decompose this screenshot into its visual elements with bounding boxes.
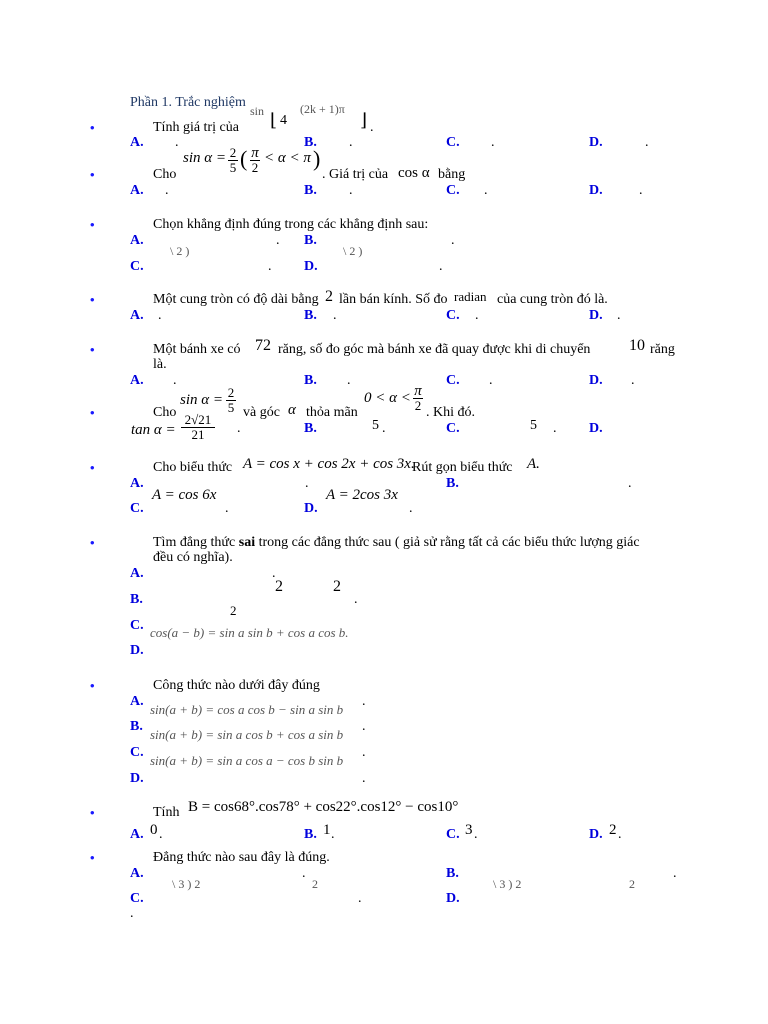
q10-option-a-dot: . (159, 827, 163, 842)
q7-option-c-expr: A = cos 6x (152, 487, 217, 503)
q8-option-b-label[interactable]: B. (130, 592, 143, 607)
q2-cos-expr: cos α (398, 165, 430, 181)
question-8-bold: sai (238, 535, 256, 550)
q1-option-a-label[interactable]: A. (130, 135, 144, 150)
question-5-text-d: là. (153, 357, 167, 372)
q3-option-a-label[interactable]: A. (130, 233, 144, 248)
q7-variable: A. (527, 456, 540, 472)
question-5-text-b: răng, số đo góc mà bánh xe đã quay được khi di chuyển (278, 342, 591, 357)
question-1-text: Tính giá trị của (153, 120, 239, 135)
q5-option-d-dot: . (631, 373, 635, 388)
q7-option-a-label[interactable]: A. (130, 476, 144, 491)
q2-fraction (227, 146, 239, 175)
question-3-text: Chọn khẳng định đúng trong các khẳng định sau: (153, 217, 429, 232)
q2-option-a-label[interactable]: A. (130, 183, 144, 198)
question-6-mid: và góc (243, 405, 280, 420)
q4-unit: radian (454, 289, 487, 304)
q6-sin-expr: sin α = (180, 392, 224, 408)
q6-option-c-label[interactable]: C. (446, 421, 460, 436)
q9-option-c-expr: sin(a + b) = sin a cos a − cos b sin b (150, 753, 344, 768)
q4-option-a-dot: . (158, 308, 162, 323)
question-4-text-a: Một cung tròn có độ dài bằng (153, 292, 319, 307)
q10-option-c-dot: . (474, 827, 478, 842)
question-2-end: bằng (438, 167, 466, 182)
question-6-end: . Khi đó. (426, 405, 475, 420)
q6-option-c-value: 5 (530, 418, 537, 433)
q6-tan-expr: tan α = (131, 422, 176, 438)
q11-option-a-fragment: \ 3 ) 2 (172, 877, 201, 891)
q9-option-a-expr: sin(a + b) = cos a cos b − sin a sin b (150, 702, 344, 717)
question-8-text-a: Tìm đẳng thức (153, 535, 236, 550)
q9-option-c-dot: . (362, 745, 366, 760)
q2-option-d-label[interactable]: D. (589, 183, 603, 198)
q3-option-c-dot: . (268, 259, 272, 274)
q3-option-b-label[interactable]: B. (304, 233, 317, 248)
question-4-text-c: của cung tròn đó là. (497, 292, 608, 307)
question-9-text: Công thức nào dưới đây đúng (153, 678, 320, 693)
q7-option-d-dot: . (409, 501, 413, 516)
q8-option-b-dot: . (354, 592, 358, 607)
q1-bracket-left: ⌊ (270, 110, 278, 130)
question-2-cho: Cho (153, 167, 177, 182)
q6-alpha: α (288, 402, 296, 418)
q2-paren-left: ( (240, 146, 248, 171)
q1-frac-den: 4 (280, 113, 287, 128)
q8-fragment-3: 2 (230, 603, 237, 618)
q2-option-b-label[interactable]: B. (304, 183, 317, 198)
bullet: • (90, 535, 95, 550)
q3-option-b-dot: . (451, 233, 455, 248)
q1-option-b-dot: . (349, 135, 353, 150)
question-8-text-c: đều có nghĩa). (153, 550, 233, 565)
q6-option-b-value: 5 (372, 418, 379, 433)
q6-cond: 0 < α < (364, 390, 411, 406)
q11-option-d-label[interactable]: D. (446, 891, 460, 906)
q4-option-b-label[interactable]: B. (304, 308, 317, 323)
q10-option-b-label[interactable]: B. (304, 827, 317, 842)
q11-trailing-dot: . (130, 906, 134, 921)
q4-option-c-dot: . (475, 308, 479, 323)
q10-option-b-value: 1 (323, 822, 331, 838)
bullet: • (90, 850, 95, 865)
q3-option-d-label[interactable]: D. (304, 259, 318, 274)
bullet: • (90, 217, 95, 232)
q10-option-c-value: 3 (465, 822, 473, 838)
bullet: • (90, 120, 95, 135)
bullet: • (90, 460, 95, 475)
q6-tan-num: 2√21 (184, 412, 212, 427)
q5-option-b-dot: . (347, 373, 351, 388)
q1-option-c-label[interactable]: C. (446, 135, 460, 150)
q5-option-c-label[interactable]: C. (446, 373, 460, 388)
q5-option-a-dot: . (173, 373, 177, 388)
question-6-cho: Cho (153, 405, 177, 420)
question-4-text-b: lần bán kính. Số đo (339, 292, 448, 307)
q9-option-b-dot: . (362, 719, 366, 734)
q2-frac-den: 5 (229, 160, 237, 175)
q2-paren-right: ) (313, 146, 321, 171)
q11-option-c-dot: . (358, 891, 362, 906)
q3-option-b-fragment: \ 2 ) (343, 244, 363, 258)
q1-option-d-dot: . (645, 135, 649, 150)
q2-option-c-label[interactable]: C. (446, 183, 460, 198)
q1-expr-top: sin (250, 104, 265, 118)
q9-option-d-label[interactable]: D. (130, 771, 144, 786)
q4-number: 2 (325, 288, 333, 305)
section-title: Phần 1. Trắc nghiệm (130, 95, 246, 110)
q11-option-b-fragment: \ 3 ) 2 (493, 877, 522, 891)
question-8-text (153, 535, 640, 551)
question-10-text: Tính (153, 805, 180, 820)
q5-option-c-dot: . (489, 373, 493, 388)
q8-option-c-label[interactable]: C. (130, 618, 144, 633)
bullet: • (90, 678, 95, 693)
q7-option-a-dot: . (305, 476, 309, 491)
bullet: • (90, 167, 95, 182)
q3-option-c-label[interactable]: C. (130, 259, 144, 274)
q4-option-c-label[interactable]: C. (446, 308, 460, 323)
q6-option-d-label[interactable]: D. (589, 421, 603, 436)
q6-frac-num: 2 (227, 385, 235, 400)
q7-option-c-dot: . (225, 501, 229, 516)
q10-option-d-label[interactable]: D. (589, 827, 603, 842)
q4-option-d-dot: . (617, 308, 621, 323)
q8-option-d-label[interactable]: D. (130, 643, 144, 658)
q6-fraction (225, 386, 237, 415)
q4-option-a-label[interactable]: A. (130, 308, 144, 323)
q1-option-c-dot: . (491, 135, 495, 150)
q8-option-c-expr: cos(a − b) = sin a sin b + cos a cos b. (150, 625, 349, 640)
q6-tan-fraction (180, 413, 216, 442)
q8-fragment-1: 2 (275, 578, 283, 595)
q10-option-a-label[interactable]: A. (130, 827, 144, 842)
question-5-text-a: Một bánh xe có (153, 342, 241, 357)
q10-option-b-dot: . (331, 827, 335, 842)
q7-expression: A = cos x + cos 2x + cos 3x. (243, 456, 415, 472)
q2-cond-fraction (249, 146, 261, 175)
q5-option-b-label[interactable]: B. (304, 373, 317, 388)
q5-option-d-label[interactable]: D. (589, 373, 603, 388)
q2-option-d-dot: . (639, 183, 643, 198)
q6-cond-den: 2 (414, 398, 422, 413)
bullet: • (90, 342, 95, 357)
q11-option-c-label[interactable]: C. (130, 891, 144, 906)
q7-option-b-dot: . (628, 476, 632, 491)
q2-cond-tail: < α < π (264, 150, 311, 166)
q4-option-b-dot: . (333, 308, 337, 323)
q10-expression: B = cos68°.cos78° + cos22°.cos12° − cos10° (188, 799, 459, 815)
q2-option-a-dot: . (165, 183, 169, 198)
q1-option-b-label[interactable]: B. (304, 135, 317, 150)
q5-option-a-label[interactable]: A. (130, 373, 144, 388)
q6-option-a-dot: . (237, 421, 241, 436)
q2-option-c-dot: . (484, 183, 488, 198)
q11-option-b-fragment-2: 2 (629, 877, 635, 891)
q6-cond-num: π (414, 383, 422, 399)
q9-option-b-expr: sin(a + b) = sin a cos b + cos a sin b (150, 727, 344, 742)
q9-option-a-label[interactable]: A. (130, 694, 144, 709)
q7-option-b-label[interactable]: B. (446, 476, 459, 491)
question-6-mid2: thỏa mãn (306, 405, 358, 420)
question-8-text-b: trong các đẳng thức sau ( giả sử rằng tất cả các biểu thức lượng giác (258, 535, 640, 550)
q1-end: . (370, 120, 374, 135)
q11-option-a-dot: . (302, 866, 306, 881)
q11-option-b-dot: . (673, 866, 677, 881)
question-5-text-c: răng (650, 342, 675, 357)
q8-fragment-2: 2 (333, 578, 341, 595)
q2-cond-den: 2 (251, 160, 259, 175)
q4-option-d-label[interactable]: D. (589, 308, 603, 323)
q9-option-d-dot: . (362, 771, 366, 786)
q1-bracket-right: ⌋ (360, 110, 368, 130)
q6-cond-fraction (412, 384, 424, 413)
q10-option-d-value: 2 (609, 822, 617, 838)
q10-option-c-label[interactable]: C. (446, 827, 460, 842)
q2-option-b-dot: . (349, 183, 353, 198)
q8-option-a-dot: . (272, 566, 276, 581)
q6-option-b-dot: . (382, 421, 386, 436)
question-7-text-b: Rút gọn biểu thức (412, 460, 513, 475)
bullet: • (90, 405, 95, 420)
q2-sin-expr: sin α = (183, 150, 227, 166)
q6-tan-den: 21 (191, 427, 205, 442)
q1-option-d-label[interactable]: D. (589, 135, 603, 150)
q9-option-b-label[interactable]: B. (130, 719, 143, 734)
q11-option-a-fragment-2: 2 (312, 877, 318, 891)
q6-frac-den: 5 (227, 400, 235, 415)
bullet: • (90, 292, 95, 307)
q3-option-a-fragment: \ 2 ) (170, 244, 190, 258)
q11-option-b-label[interactable]: B. (446, 866, 459, 881)
q9-option-c-label[interactable]: C. (130, 745, 144, 760)
q2-cond-num: π (251, 145, 259, 161)
q6-option-c-dot: . (553, 421, 557, 436)
q10-option-a-value: 0 (150, 822, 158, 838)
q6-option-b-label[interactable]: B. (304, 421, 317, 436)
q3-option-d-dot: . (439, 259, 443, 274)
q7-option-c-label[interactable]: C. (130, 501, 144, 516)
question-11-text: Đẳng thức nào sau đây là đúng. (153, 850, 330, 865)
q1-option-a-dot: . (175, 135, 179, 150)
q1-expr-tail: (2k + 1)π (300, 102, 345, 116)
q5-number-2: 10 (629, 337, 645, 354)
q11-option-a-label[interactable]: A. (130, 866, 144, 881)
q5-number-1: 72 (255, 337, 271, 354)
bullet: • (90, 805, 95, 820)
q9-option-a-dot: . (362, 694, 366, 709)
q10-option-d-dot: . (618, 827, 622, 842)
q8-option-a-label[interactable]: A. (130, 566, 144, 581)
question-2-mid: . Giá trị của (322, 167, 389, 182)
q7-option-d-label[interactable]: D. (304, 501, 318, 516)
q3-option-a-dot: . (276, 233, 280, 248)
q7-option-d-expr: A = 2cos 3x (326, 487, 398, 503)
q2-frac-num: 2 (229, 145, 237, 160)
question-7-text-a: Cho biểu thức (153, 460, 233, 475)
